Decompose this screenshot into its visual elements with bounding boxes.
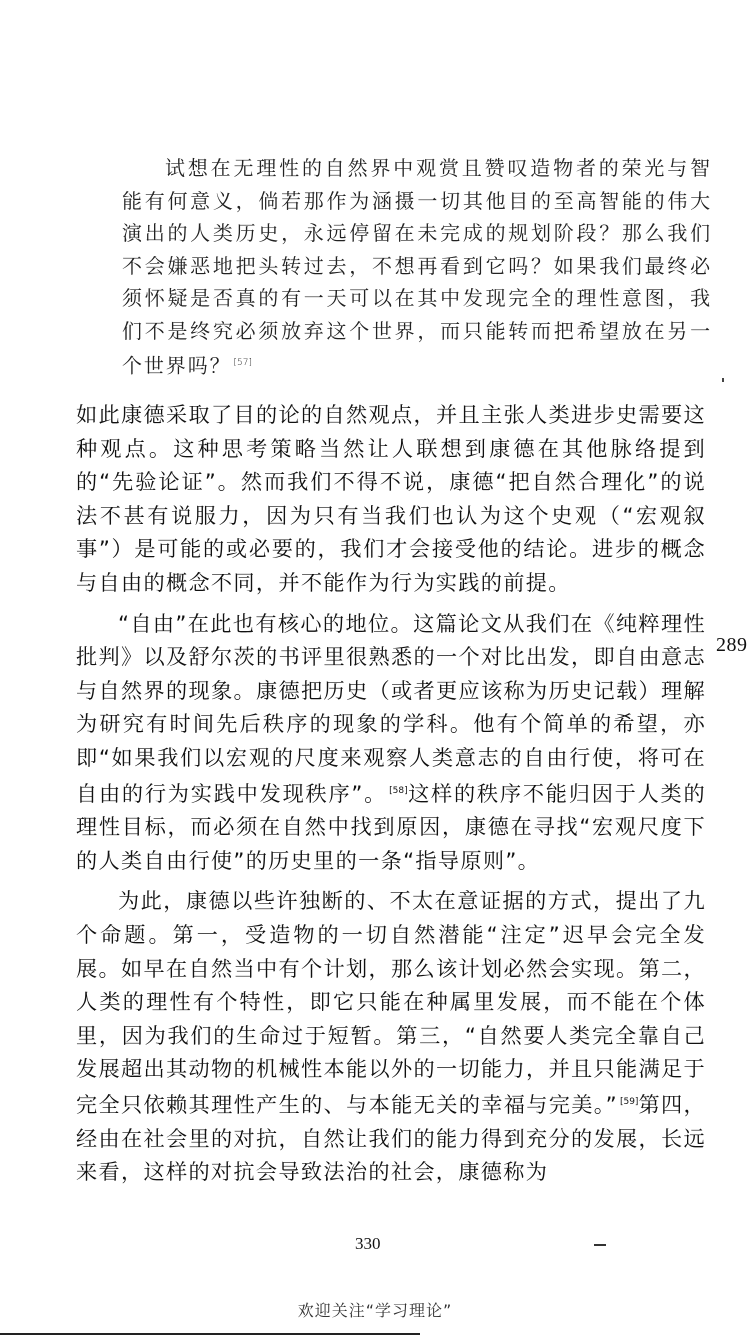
- scan-speck: [722, 378, 724, 382]
- footer-text: 欢迎关注“学习理论”: [297, 1301, 453, 1320]
- paragraph-2-text-b: 这样的秩序不能归因于人类的理性目标，而必须在自然中找到原因，康德在寻找“宏观尺度下的人类自由行使”的历史里的一条“指导原则”。: [76, 780, 706, 873]
- quote-paragraph: [122, 152, 712, 382]
- footnote-marker: [59]: [619, 1096, 639, 1107]
- footnote-marker: [58]: [389, 785, 408, 796]
- margin-page-number: 289: [716, 634, 748, 656]
- page-number: 330: [355, 1234, 381, 1253]
- paragraph-3: [76, 884, 706, 1188]
- paragraph-2: [76, 607, 706, 878]
- scan-dash: [594, 1244, 606, 1246]
- bottom-rule: [0, 1333, 420, 1335]
- footnote-marker: [57]: [233, 358, 252, 368]
- block-quote: [122, 152, 712, 382]
- paragraph-3-text-b: 第四，经由在社会里的对抗，自然让我们的能力得到充分的发展，长远来看，这样的对抗会导致法治的社会，康德称为: [76, 1092, 706, 1185]
- paragraph-2-text-a: “自由”在此也有核心的地位。这篇论文从我们在《纯粹理性批判》以及舒尔茨的书评里很熟悉的一个对比出发，即自由意志与自然界的现象。康德把历史（或者更应该称为历史记载）理解为研究有时间先后秩序的现象的学科。他有个简单的希望，亦即“如果我们以宏观的尺度来观察人类意志的自由行使，将可在自由的行为实践中发现秩序”。: [76, 610, 706, 806]
- paragraph-3-text-a: 为此，康德以些许独断的、不太在意证据的方式，提出了九个命题。第一，受造物的一切自然潜能“注定”迟早会完全发展。如早在自然当中有个计划，那么该计划必然会实现。第二，人类的理性有个特性，即它只能在种属里发展，而不能在个体里，因为我们的生命过于短暂。第三，“自然要人类完全靠自己发展超出其动物的机械性本能以外的一切能力，并且只能满足于完全只依赖其理性产生的、与本能无关的幸福与完美。”: [76, 888, 706, 1117]
- paragraph-1: [76, 398, 706, 600]
- quote-text: 试想在无理性的自然界中观赏且赞叹造物者的荣光与智能有何意义，倘若那作为涵摄一切其他目的至高智能的伟大演出的人类历史，永远停留在未完成的规划阶段？那么我们不会嫌恶地把头转过去，不想再看到它吗？如果我们最终必须怀疑是否真的有一天可以在其中发现完全的理性意图，我们不是终究必须放弃这个世界，而只能转而把希望放在另一个世界吗？: [122, 156, 712, 378]
- body-text: [76, 398, 706, 1189]
- paragraph-1-text: 如此康德采取了目的论的自然观点，并且主张人类进步史需要这种观点。这种思考策略当然让人联想到康德在其他脉络提到的“先验论证”。然而我们不得不说，康德“把自然合理化”的说法不甚有说服力，因为只有当我们也认为这个史观（“宏观叙事”）是可能的或必要的，我们才会接受他的结论。进步的概念与自由的概念不同，并不能作为行为实践的前提。: [76, 402, 706, 595]
